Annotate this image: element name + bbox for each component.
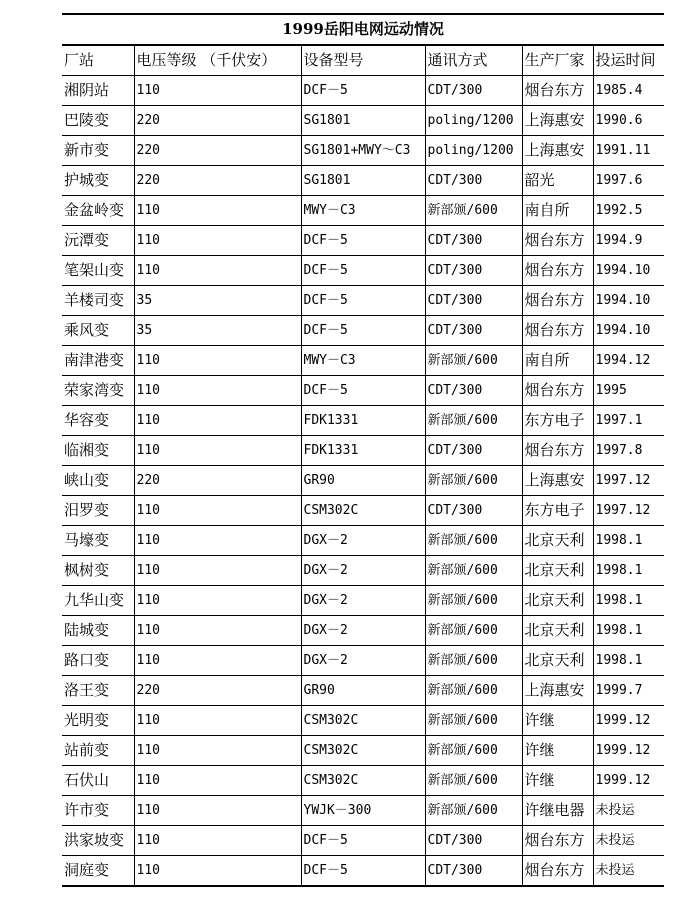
station-cell: 荣家湾变 [62, 376, 134, 406]
device-model-cell: MWY－C3 [301, 346, 425, 376]
commission-date-cell: 未投运 [593, 826, 664, 856]
voltage-cell: 110 [134, 436, 301, 466]
commission-date-cell: 1999.7 [593, 676, 664, 706]
comm-mode-cell: 新部颁/600 [425, 346, 522, 376]
station-cell: 新市变 [62, 136, 134, 166]
station-cell: 陆城变 [62, 616, 134, 646]
manufacturer-cell: 许继 [522, 766, 593, 796]
device-model-cell: GR90 [301, 676, 425, 706]
station-cell: 沅潭变 [62, 226, 134, 256]
commission-date-cell: 1998.1 [593, 646, 664, 676]
table-row [62, 106, 664, 136]
comm-mode-cell: CDT/300 [425, 376, 522, 406]
manufacturer-cell: 烟台东方 [522, 436, 593, 466]
commission-date-cell: 1999.12 [593, 736, 664, 766]
device-model-cell: CSM302C [301, 736, 425, 766]
device-model-cell: SG1801+MWY～C3 [301, 136, 425, 166]
column-header-voltage: 电压等级 （千伏安） [134, 46, 301, 76]
station-cell: 南津港变 [62, 346, 134, 376]
manufacturer-cell: 南自所 [522, 346, 593, 376]
manufacturer-cell: 许继 [522, 736, 593, 766]
commission-date-cell: 1997.6 [593, 166, 664, 196]
device-model-cell: FDK1331 [301, 436, 425, 466]
voltage-cell: 110 [134, 196, 301, 226]
voltage-cell: 110 [134, 646, 301, 676]
commission-date-cell: 1992.5 [593, 196, 664, 226]
voltage-cell: 110 [134, 586, 301, 616]
comm-mode-cell: 新部颁/600 [425, 766, 522, 796]
station-cell: 乘风变 [62, 316, 134, 346]
commission-date-cell: 1998.1 [593, 556, 664, 586]
commission-date-cell: 1998.1 [593, 526, 664, 556]
comm-mode-cell: 新部颁/600 [425, 676, 522, 706]
voltage-cell: 110 [134, 526, 301, 556]
manufacturer-cell: 北京天利 [522, 556, 593, 586]
header-row [62, 46, 664, 76]
commission-date-cell: 1999.12 [593, 766, 664, 796]
table-row [62, 226, 664, 256]
table-row [62, 286, 664, 316]
commission-date-cell: 1991.11 [593, 136, 664, 166]
comm-mode-cell: CDT/300 [425, 316, 522, 346]
commission-date-cell: 1994.12 [593, 346, 664, 376]
device-model-cell: MWY－C3 [301, 196, 425, 226]
device-model-cell: DCF－5 [301, 76, 425, 106]
device-model-cell: SG1801 [301, 166, 425, 196]
table-row [62, 406, 664, 436]
commission-date-cell: 1999.12 [593, 706, 664, 736]
commission-date-cell: 1997.12 [593, 496, 664, 526]
manufacturer-cell: 上海惠安 [522, 136, 593, 166]
manufacturer-cell: 北京天利 [522, 526, 593, 556]
manufacturer-cell: 烟台东方 [522, 226, 593, 256]
commission-date-cell: 1994.10 [593, 316, 664, 346]
device-model-cell: DGX－2 [301, 616, 425, 646]
column-header-device-model: 设备型号 [301, 46, 425, 76]
device-model-cell: DCF－5 [301, 286, 425, 316]
table-row [62, 136, 664, 166]
comm-mode-cell: 新部颁/600 [425, 196, 522, 226]
commission-date-cell: 未投运 [593, 796, 664, 826]
table-title: 1999岳阳电网远动情况 [62, 13, 664, 45]
comm-mode-cell: 新部颁/600 [425, 736, 522, 766]
device-model-cell: DGX－2 [301, 526, 425, 556]
device-model-cell: GR90 [301, 466, 425, 496]
device-model-cell: YWJK－300 [301, 796, 425, 826]
manufacturer-cell: 烟台东方 [522, 76, 593, 106]
voltage-cell: 220 [134, 136, 301, 166]
table-row [62, 466, 664, 496]
table-row [62, 76, 664, 106]
column-header-commission-date: 投运时间 [593, 46, 664, 76]
station-cell: 石伏山 [62, 766, 134, 796]
voltage-cell: 110 [134, 346, 301, 376]
comm-mode-cell: CDT/300 [425, 856, 522, 887]
manufacturer-cell: 许继电器 [522, 796, 593, 826]
table-row [62, 316, 664, 346]
station-cell: 汨罗变 [62, 496, 134, 526]
voltage-cell: 110 [134, 856, 301, 887]
table-row [62, 376, 664, 406]
table-row [62, 796, 664, 826]
voltage-cell: 110 [134, 376, 301, 406]
voltage-cell: 35 [134, 316, 301, 346]
station-cell: 许市变 [62, 796, 134, 826]
voltage-cell: 110 [134, 616, 301, 646]
table-row [62, 676, 664, 706]
device-model-cell: CSM302C [301, 766, 425, 796]
manufacturer-cell: 烟台东方 [522, 826, 593, 856]
commission-date-cell: 1998.1 [593, 586, 664, 616]
station-cell: 临湘变 [62, 436, 134, 466]
station-cell: 护城变 [62, 166, 134, 196]
device-model-cell: DGX－2 [301, 556, 425, 586]
manufacturer-cell: 上海惠安 [522, 676, 593, 706]
comm-mode-cell: 新部颁/600 [425, 406, 522, 436]
manufacturer-cell: 许继 [522, 706, 593, 736]
table-row [62, 826, 664, 856]
station-cell: 笔架山变 [62, 256, 134, 286]
device-model-cell: CSM302C [301, 706, 425, 736]
comm-mode-cell: 新部颁/600 [425, 466, 522, 496]
comm-mode-cell: CDT/300 [425, 436, 522, 466]
station-cell: 站前变 [62, 736, 134, 766]
table-row [62, 556, 664, 586]
station-cell: 马壕变 [62, 526, 134, 556]
device-model-cell: CSM302C [301, 496, 425, 526]
station-cell: 羊楼司变 [62, 286, 134, 316]
voltage-cell: 110 [134, 556, 301, 586]
manufacturer-cell: 烟台东方 [522, 856, 593, 887]
manufacturer-cell: 东方电子 [522, 406, 593, 436]
table-row [62, 346, 664, 376]
manufacturer-cell: 烟台东方 [522, 286, 593, 316]
manufacturer-cell: 上海惠安 [522, 106, 593, 136]
station-cell: 湘阴站 [62, 76, 134, 106]
commission-date-cell: 1997.12 [593, 466, 664, 496]
comm-mode-cell: 新部颁/600 [425, 706, 522, 736]
table-row [62, 196, 664, 226]
comm-mode-cell: poling/1200 [425, 106, 522, 136]
voltage-cell: 220 [134, 466, 301, 496]
manufacturer-cell: 北京天利 [522, 616, 593, 646]
station-cell: 枫树变 [62, 556, 134, 586]
voltage-cell: 110 [134, 796, 301, 826]
manufacturer-cell: 南自所 [522, 196, 593, 226]
voltage-cell: 110 [134, 226, 301, 256]
station-cell: 洞庭变 [62, 856, 134, 887]
table-row [62, 496, 664, 526]
station-cell: 九华山变 [62, 586, 134, 616]
device-model-cell: DCF－5 [301, 226, 425, 256]
comm-mode-cell: CDT/300 [425, 226, 522, 256]
voltage-cell: 110 [134, 826, 301, 856]
comm-mode-cell: CDT/300 [425, 76, 522, 106]
manufacturer-cell: 北京天利 [522, 646, 593, 676]
table-row [62, 766, 664, 796]
comm-mode-cell: 新部颁/600 [425, 526, 522, 556]
table-row [62, 736, 664, 766]
table-row [62, 166, 664, 196]
voltage-cell: 220 [134, 166, 301, 196]
comm-mode-cell: 新部颁/600 [425, 556, 522, 586]
commission-date-cell: 1995 [593, 376, 664, 406]
comm-mode-cell: 新部颁/600 [425, 616, 522, 646]
manufacturer-cell: 东方电子 [522, 496, 593, 526]
column-header-manufacturer: 生产厂家 [522, 46, 593, 76]
manufacturer-cell: 韶光 [522, 166, 593, 196]
comm-mode-cell: 新部颁/600 [425, 796, 522, 826]
table-row [62, 436, 664, 466]
comm-mode-cell: CDT/300 [425, 826, 522, 856]
commission-date-cell: 1997.1 [593, 406, 664, 436]
voltage-cell: 110 [134, 76, 301, 106]
commission-date-cell: 1994.9 [593, 226, 664, 256]
commission-date-cell: 1998.1 [593, 616, 664, 646]
device-model-cell: DCF－5 [301, 826, 425, 856]
remote-control-status-table [62, 13, 664, 887]
station-cell: 路口变 [62, 646, 134, 676]
manufacturer-cell: 北京天利 [522, 586, 593, 616]
voltage-cell: 110 [134, 256, 301, 286]
voltage-cell: 35 [134, 286, 301, 316]
voltage-cell: 220 [134, 676, 301, 706]
device-model-cell: DCF－5 [301, 316, 425, 346]
manufacturer-cell: 上海惠安 [522, 466, 593, 496]
device-model-cell: FDK1331 [301, 406, 425, 436]
commission-date-cell: 1994.10 [593, 286, 664, 316]
commission-date-cell: 1990.6 [593, 106, 664, 136]
table-row [62, 856, 664, 887]
device-model-cell: SG1801 [301, 106, 425, 136]
station-cell: 洛王变 [62, 676, 134, 706]
comm-mode-cell: CDT/300 [425, 286, 522, 316]
voltage-cell: 110 [134, 706, 301, 736]
station-cell: 洪家坡变 [62, 826, 134, 856]
comm-mode-cell: CDT/300 [425, 496, 522, 526]
voltage-cell: 110 [134, 496, 301, 526]
station-cell: 峡山变 [62, 466, 134, 496]
voltage-cell: 110 [134, 766, 301, 796]
manufacturer-cell: 烟台东方 [522, 376, 593, 406]
comm-mode-cell: CDT/300 [425, 256, 522, 286]
device-model-cell: DGX－2 [301, 586, 425, 616]
commission-date-cell: 1994.10 [593, 256, 664, 286]
manufacturer-cell: 烟台东方 [522, 316, 593, 346]
device-model-cell: DGX－2 [301, 646, 425, 676]
station-cell: 巴陵变 [62, 106, 134, 136]
manufacturer-cell: 烟台东方 [522, 256, 593, 286]
table-row [62, 586, 664, 616]
comm-mode-cell: 新部颁/600 [425, 586, 522, 616]
table-row [62, 646, 664, 676]
voltage-cell: 110 [134, 736, 301, 766]
column-header-comm-mode: 通讯方式 [425, 46, 522, 76]
table-row [62, 706, 664, 736]
device-model-cell: DCF－5 [301, 856, 425, 887]
station-cell: 华容变 [62, 406, 134, 436]
device-model-cell: DCF－5 [301, 376, 425, 406]
station-cell: 光明变 [62, 706, 134, 736]
voltage-cell: 110 [134, 406, 301, 436]
commission-date-cell: 未投运 [593, 856, 664, 887]
device-model-cell: DCF－5 [301, 256, 425, 286]
voltage-cell: 220 [134, 106, 301, 136]
commission-date-cell: 1985.4 [593, 76, 664, 106]
comm-mode-cell: 新部颁/600 [425, 646, 522, 676]
commission-date-cell: 1997.8 [593, 436, 664, 466]
table-row [62, 616, 664, 646]
table-row [62, 526, 664, 556]
comm-mode-cell: CDT/300 [425, 166, 522, 196]
comm-mode-cell: poling/1200 [425, 136, 522, 166]
column-header-station: 厂站 [62, 46, 134, 76]
station-cell: 金盆岭变 [62, 196, 134, 226]
table-row [62, 256, 664, 286]
